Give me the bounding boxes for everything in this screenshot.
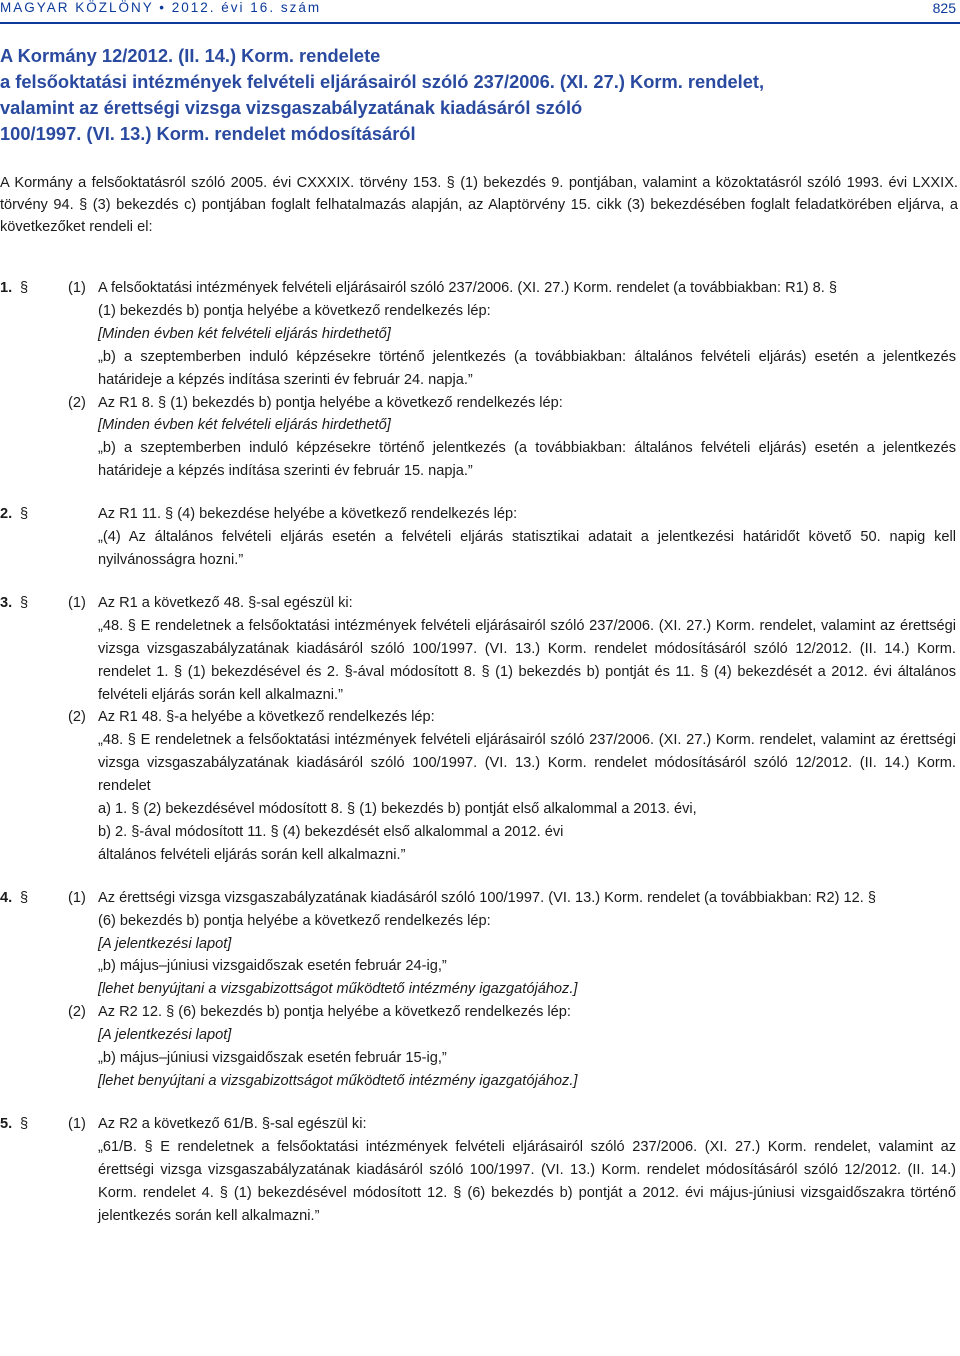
section-number: 5. [0,1115,13,1132]
paragraph-mark [68,1136,98,1228]
paragraph-text [98,503,956,572]
section-spacer [0,867,960,887]
section-sign [20,1001,68,1093]
paragraph-text [98,592,956,707]
paragraph-row [0,392,960,484]
paragraph-mark: (1) [68,1115,86,1132]
title-line: valamint az érettségi vizsga vizsgaszabályzatának kiadásáról szóló [0,97,583,118]
section-sign [20,1136,68,1228]
paragraph-row [0,887,960,1002]
paragraph-text [98,392,956,484]
paragraph-row [0,1113,960,1136]
paragraph-row [0,503,960,572]
section-number [0,1136,20,1228]
text-line: általános felvételi eljárás során kell alkalmazni.” [98,846,406,863]
paragraph-mark [68,503,98,572]
quoted-provision: „61/B. § E rendeletnek a felsőoktatási intézmények felvételi eljárásairól szóló 237/2006. (XI. 27.) Korm. rendelet, valamint az érettségi vizsga vizsgaszabályzatának kiadásáról szóló 100/1997. (VI. 13.) Korm. rendelet módosításáról szóló 12/2012. (II. 14.) Korm. rendelet 4. § (1) bekezdésével módosított 12. § (6) bekezdés b) pontját a 2012. évi május-júniusi vizsgaidőszakra történő jelentkezés során kell alkalmazni.” [98,1138,956,1224]
bracket-note: [Minden évben két felvételi eljárás hirdethető] [98,325,391,342]
paragraph-text [98,1113,956,1136]
paragraph-mark: (2) [68,709,86,726]
section-number [0,392,20,484]
text-line: Az R2 12. § (6) bekezdés b) pontja helyébe a következő rendelkezés lép: [98,1004,571,1021]
text-line: Az R1 48. §-a helyébe a következő rendelkezés lép: [98,709,435,726]
bracket-note: [A jelentkezési lapot] [98,935,232,952]
paragraph-row [0,1001,960,1093]
paragraph-text [98,887,956,1002]
section-number: 1. [0,280,13,296]
text-line: (1) bekezdés b) pontja helyébe a következő rendelkezés lép: [98,302,491,319]
paragraph-row [0,277,960,392]
text-line: a) 1. § (2) bekezdésével módosított 8. § (1) bekezdés b) pontját első alkalommal a 2013. évi, [98,801,697,818]
title-line: a felsőoktatási intézmények felvételi eljárásairól szóló 237/2006. (XI. 27.) Korm. rendelet, [0,71,765,92]
preamble: A Kormány a felsőoktatásról szóló 2005. évi CXXXIX. törvény 153. § (1) bekezdés 9. pontjában, valamint a közoktatásról szóló 1993. évi LXXIX. törvény 94. § (3) bekezdés c) pontjában foglalt felhatalmazás alapján, az Alaptörvény 15. cikk (3) bekezdésében foglalt feladatkörében eljárva, a következőket rendeli el: [0,175,958,235]
text-line: Az R1 11. § (4) bekezdése helyébe a következő rendelkezés lép: [98,506,518,523]
title-line: A Kormány 12/2012. (II. 14.) Korm. rendelete [0,45,381,66]
text-line: „b) május–júniusi vizsgaidőszak esetén február 24-ig,” [98,958,447,975]
section-spacer [0,483,960,503]
title-line: 100/1997. (VI. 13.) Korm. rendelet módosításáról [0,123,416,144]
paragraph-text [98,1001,956,1093]
text-line: b) 2. §-ával módosított 11. § (4) bekezdését első alkalommal a 2012. évi [98,823,564,840]
bracket-note: [A jelentkezési lapot] [98,1027,232,1044]
text-line: (6) bekezdés b) pontja helyébe a következő rendelkezés lép: [98,912,491,929]
paragraph-row [0,592,960,707]
text-line: „48. § E rendeletnek a felsőoktatási intézmények felvételi eljárásairól szóló 237/2006. (XI. 27.) Korm. rendelet, valamint az érettségi vizsga vizsgaszabályzatának kiadásáról szóló 100/1997. (VI. 13.) Korm. rendelet módosításáról szóló 12/2012. (II. 14.) Korm. rendelet 1. § (1) bekezdésével és 2. §-ával módosított 8. § (1) bekezdés b) pontját és 11. § (4) bekezdését a 2012. évi általános felvételi eljárás során kell alkalmazni.” [98,617,956,703]
text-line: Az R1 a következő 48. §-sal egészül ki: [98,594,353,611]
paragraph-text [98,277,956,392]
paragraph-mark: (1) [68,280,86,296]
section-sign: § [20,506,29,523]
section-sign [20,392,68,484]
text-line: A felsőoktatási intézmények felvételi eljárásairól szóló 237/2006. (XI. 27.) Korm. rendelet (a továbbiakban: R1) 8. § [98,280,838,296]
paragraph-row [0,706,960,866]
text-line: Az R1 8. § (1) bekezdés b) pontja helyébe a következő rendelkezés lép: [98,394,563,411]
text-line: „48. § E rendeletnek a felsőoktatási intézmények felvételi eljárásairól szóló 237/2006. (XI. 27.) Korm. rendelet, valamint az érettségi vizsga vizsgaszabályzatának kiadásáról szóló 100/1997. (VI. 13.) Korm. rendelet módosításáról szóló 12/2012. (II. 14.) Korm. rendelet [98,732,956,795]
section-sign: § [20,889,29,906]
bracket-note: [lehet benyújtani a vizsgabizottságot működtető intézmény igazgatójához.] [98,1073,578,1089]
section-sign: § [20,594,29,611]
section-sign: § [20,280,29,296]
text-line: „(4) Az általános felvételi eljárás esetén a felvételi eljárás statisztikai adatait a jelentkezési határidőt követő 50. napig kell nyilvánosságra hozni.” [98,529,956,568]
bracket-note: [Minden évben két felvételi eljárás hirdethető] [98,417,391,434]
text-line: Az R2 a következő 61/B. §-sal egészül ki: [98,1115,367,1132]
section-sign [20,706,68,866]
text-line: „b) május–júniusi vizsgaidőszak esetén február 15-ig,” [98,1050,447,1067]
text-line: „b) a szeptemberben induló képzésekre történő jelentkezés (a továbbiakban: általános felvételi eljárás) esetén a jelentkezés határideje a képzés indítása szerinti év február 15. napja.” [98,440,956,480]
paragraph-mark: (2) [68,1004,86,1021]
paragraph-mark: (1) [68,889,86,906]
paragraph-mark: (1) [68,594,86,611]
header-rule [0,22,960,24]
decree-title [0,43,958,147]
section-number: 3. [0,594,13,611]
sections-body [0,277,960,1227]
bracket-note: [lehet benyújtani a vizsgabizottságot működtető intézmény igazgatójához.] [98,981,578,998]
section-number: 2. [0,506,13,523]
paragraph-mark: (2) [68,394,86,411]
section-number: 4. [0,889,13,906]
section-sign: § [20,1115,29,1132]
section-spacer [0,572,960,592]
page-number: 825 [932,0,956,16]
text-line: „b) a szeptemberben induló képzésekre történő jelentkezés (a továbbiakban: általános felvételi eljárás) esetén a jelentkezés határideje a képzés indítása szerinti év február 24. napja.” [98,348,956,388]
paragraph-text [98,706,956,866]
section-spacer [0,1093,960,1113]
section-number [0,1001,20,1093]
paragraph-row [0,1136,960,1228]
journal-header: MAGYAR KÖZLÖNY • 2012. évi 16. szám [0,0,322,15]
section-number [0,706,20,866]
text-line: Az érettségi vizsga vizsgaszabályzatának kiadásáról szóló 100/1997. (VI. 13.) Korm. rendelet (a továbbiakban: R2) 12. § [98,889,876,906]
